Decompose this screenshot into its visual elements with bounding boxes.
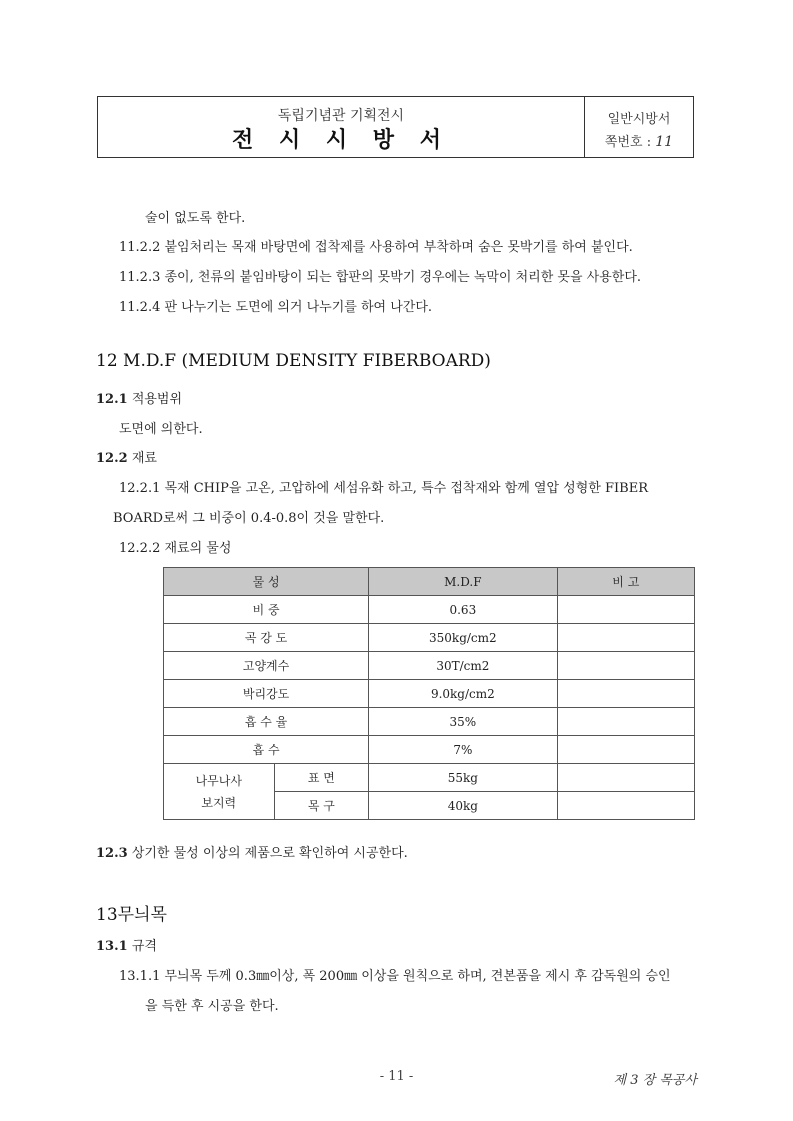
body-line: 도면에 의한다.: [119, 422, 203, 437]
header-title: 전 시 시 방 서: [232, 127, 450, 153]
table-header-row: [164, 568, 695, 596]
page-number: 11: [655, 134, 674, 150]
table-row: [164, 596, 695, 624]
table-cell-value: 55kg: [369, 764, 557, 792]
group-label-line: 나무나사: [195, 773, 242, 788]
table-cell-value: 7%: [369, 736, 557, 764]
document-header: [97, 96, 694, 158]
table-cell-property: 흡 수: [164, 736, 369, 764]
header-subtitle: 독립기념관 기획전시: [277, 108, 405, 124]
table-cell-note: [557, 652, 694, 680]
table-row: [164, 708, 695, 736]
body-line: 12.2.1 목재 CHIP을 고온, 고압하에 세섬유화 하고, 특수 접착재와 함께 열압 성형한 FIBER: [119, 481, 648, 496]
table-cell-property: 흡 수 율: [164, 708, 369, 736]
table-row: [164, 652, 695, 680]
table-cell-property: 목 구: [274, 792, 369, 820]
page-label: 쪽번호 :: [604, 135, 652, 150]
body-line: 11.2.4 판 나누기는 도면에 의거 나누기를 하여 나간다.: [119, 300, 433, 315]
table-cell-property: 비 중: [164, 596, 369, 624]
group-label-line: 보지력: [201, 795, 237, 810]
subsection-12-2: [96, 447, 157, 466]
section-heading-13: 13무늬목: [96, 905, 167, 925]
table-row: [164, 624, 695, 652]
table-cell-value: 0.63: [369, 596, 557, 624]
subsection-13-1: [96, 935, 157, 954]
subsection-title: 규격: [131, 939, 157, 954]
footer-chapter-title: 제 3 장 목공사: [613, 1073, 697, 1088]
subsection-number: 12.2: [96, 451, 128, 466]
header-page-number: [585, 131, 693, 150]
table-cell-note: [557, 736, 694, 764]
body-line: 11.2.3 종이, 천류의 붙임바탕이 되는 합판의 못박기 경우에는 녹막이 처리한 못을 사용한다.: [119, 270, 642, 285]
body-line: 12.2.2 재료의 물성: [119, 541, 232, 556]
subsection-12-3: [96, 842, 408, 861]
table-cell-note: [557, 764, 694, 792]
column-header-property: 물 성: [164, 568, 369, 596]
subsection-number: 12.3: [96, 846, 128, 861]
body-line: 11.2.2 붙임처리는 목재 바탕면에 접착제를 사용하여 부착하며 숨은 못박기를 하여 붙인다.: [119, 240, 633, 255]
table-cell-note: [557, 792, 694, 820]
table-cell-group-label: [164, 764, 275, 820]
section-heading-12: 12 M.D.F (MEDIUM DENSITY FIBERBOARD): [96, 351, 491, 371]
table-cell-property: 박리강도: [164, 680, 369, 708]
header-title-cell: [98, 97, 585, 157]
material-properties-table: [163, 567, 695, 820]
subsection-text: 상기한 물성 이상의 제품으로 확인하여 시공한다.: [131, 846, 408, 861]
column-header-note: 비 고: [557, 568, 694, 596]
subsection-title: 재료: [131, 451, 157, 466]
subsection-title: 적용범위: [131, 392, 183, 407]
table-cell-value: 30T/cm2: [369, 652, 557, 680]
subsection-number: 12.1: [96, 392, 128, 407]
table-cell-note: [557, 680, 694, 708]
column-header-mdf: M.D.F: [369, 568, 557, 596]
table-cell-property: 표 면: [274, 764, 369, 792]
body-line: 13.1.1 무늬목 두께 0.3㎜이상, 폭 200㎜ 이상을 원칙으로 하며, 견본품을 제시 후 감독원의 승인: [119, 969, 671, 984]
body-line: 을 득한 후 시공을 한다.: [145, 999, 279, 1014]
table-cell-value: 350kg/cm2: [369, 624, 557, 652]
table-cell-property: 곡 강 도: [164, 624, 369, 652]
table-cell-note: [557, 708, 694, 736]
table-row: [164, 764, 695, 792]
table-row: [164, 736, 695, 764]
table-row: [164, 680, 695, 708]
table-cell-value: 35%: [369, 708, 557, 736]
document-type: 일반시방서: [607, 112, 671, 127]
body-line: BOARD로써 그 비중이 0.4-0.8이 것을 말한다.: [113, 511, 385, 526]
subsection-number: 13.1: [96, 939, 128, 954]
table-cell-value: 9.0kg/cm2: [369, 680, 557, 708]
body-line: 술이 없도록 한다.: [145, 211, 246, 226]
table-cell-note: [557, 596, 694, 624]
table-cell-property: 고양계수: [164, 652, 369, 680]
header-meta-cell: [585, 97, 693, 157]
subsection-12-1: [96, 388, 182, 407]
footer-page-number: - 11 -: [379, 1069, 414, 1084]
table-cell-value: 40kg: [369, 792, 557, 820]
table-cell-note: [557, 624, 694, 652]
